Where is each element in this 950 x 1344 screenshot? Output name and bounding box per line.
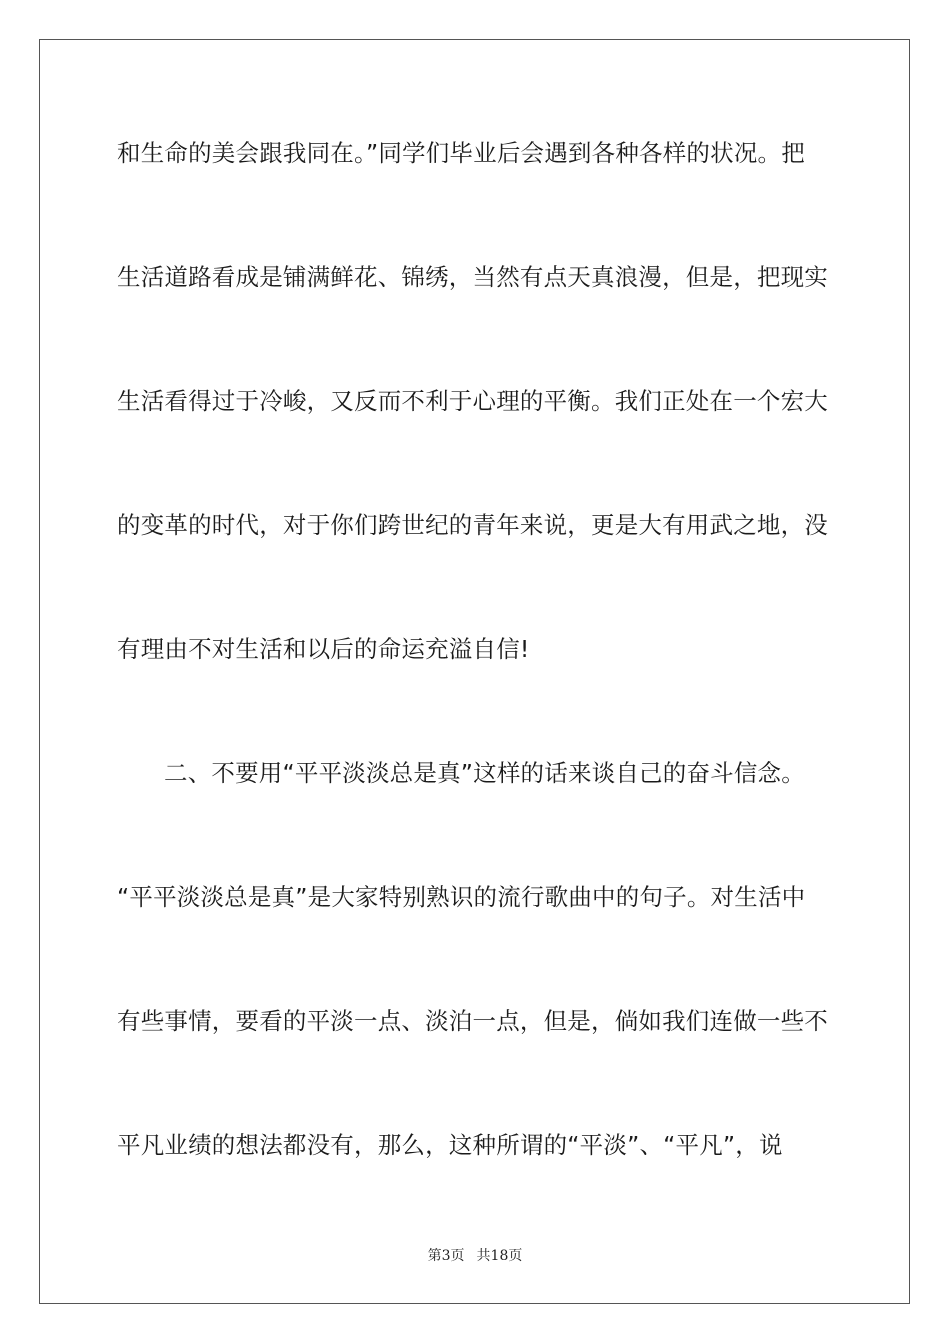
- total-pages: 共18页: [476, 1248, 523, 1264]
- text-line-4: 的变革的时代，对于你们跨世纪的青年来说，更是大有用武之地，没: [117, 511, 828, 539]
- page-footer: [0, 1247, 950, 1265]
- text-line-1: 和生命的美会跟我同在。”同学们毕业后会遇到各种各样的状况。把: [117, 139, 805, 167]
- text-line-2: 生活道路看成是铺满鲜花、锦绣，当然有点天真浪漫，但是，把现实: [117, 263, 828, 291]
- page-border: [39, 39, 910, 1304]
- text-line-5: 有理由不对生活和以后的命运充溢自信!: [117, 635, 530, 663]
- text-line-8: 有些事情，要看的平淡一点、淡泊一点，但是，倘如我们连做一些不: [117, 1007, 828, 1035]
- text-line-9: 平凡业绩的想法都没有，那么，这种所谓的“平淡”、“平凡”，说: [117, 1131, 783, 1159]
- page-number: 第3页: [427, 1248, 465, 1264]
- text-line-3: 生活看得过于冷峻，又反而不利于心理的平衡。我们正处在一个宏大: [117, 387, 828, 415]
- section-heading-2: 二、不要用“平平淡淡总是真”这样的话来谈自己的奋斗信念。: [164, 759, 805, 787]
- text-line-7: “平平淡淡总是真”是大家特别熟识的流行歌曲中的句子。对生活中: [117, 883, 806, 911]
